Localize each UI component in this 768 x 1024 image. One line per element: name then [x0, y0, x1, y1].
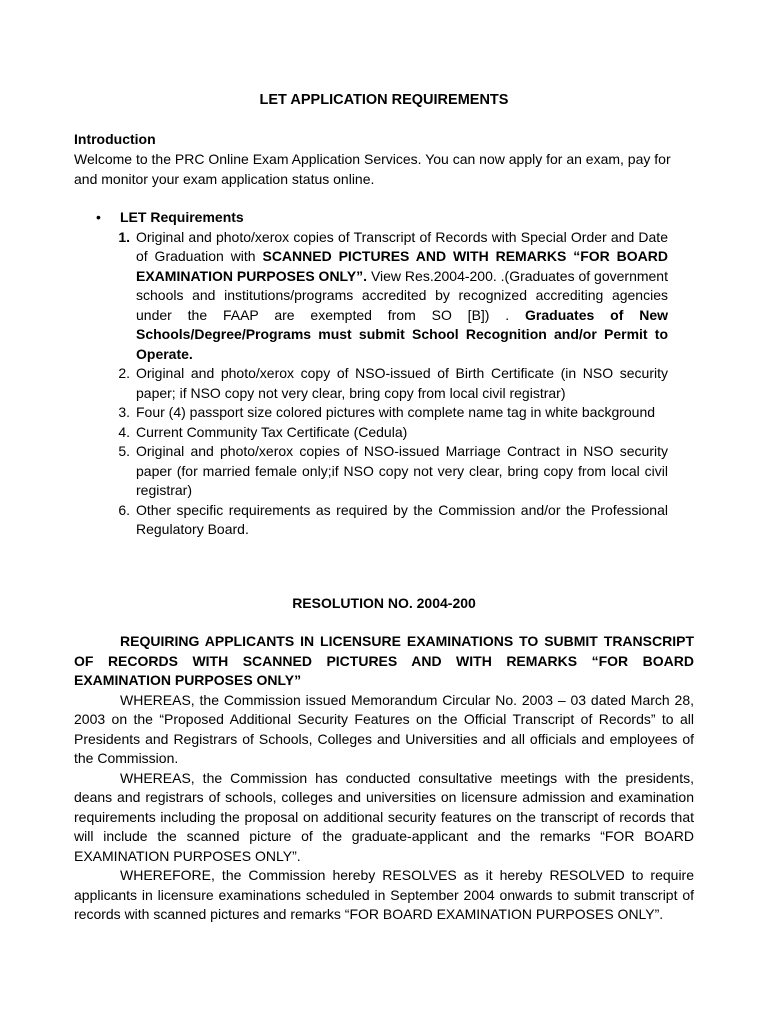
resolution-paragraph: WHEREAS, the Commission issued Memorandum Circular No. 2003 – 03 dated March 28, 2003 on the “Proposed Additional Security Features on the Official Transcript of Records” to all Presidents and Registrars of Schools, Colleges and Universities and all officials and employees of the Commission. [74, 691, 694, 766]
requirements-list [96, 228, 696, 540]
item-text: Current Community Tax Certificate (Cedula) [136, 423, 408, 440]
list-item [96, 442, 696, 501]
resolution-caption: REQUIRING APPLICANTS IN LICENSURE EXAMINATIONS TO SUBMIT TRANSCRIPT OF RECORDS WITH SCANNED PICTURES AND WITH REMARKS “FOR BOARD EXAMINATION PURPOSES ONLY” [74, 633, 694, 688]
document-title: LET APPLICATION REQUIREMENTS [259, 92, 509, 108]
resolution-heading: RESOLUTION NO. 2004-200 [292, 595, 476, 611]
item-text-bold: Graduates of New Schools/Degree/Programs must submit School Recognition and/or Permit to Operate. [136, 306, 668, 362]
bullet-icon: • [96, 209, 101, 225]
introduction-text: Welcome to the PRC Online Exam Application Services. You can now apply for an exam, pay for and monitor your exam application status online. [74, 151, 671, 187]
item-number: 6. [118, 501, 130, 518]
resolution-paragraph: WHEREAS, the Commission has conducted consultative meetings with the presidents, deans and registrars of schools, colleges and universities on licensure admission and examination requirements including the proposal on additional security features on the transcript of records that will include the scanned picture of the graduate-applicant and the remarks “FOR BOARD EXAMINATION PURPOSES ONLY”. [74, 769, 694, 864]
resolution-body [74, 632, 694, 925]
item-text: Original and photo/xerox copy of NSO-issued of Birth Certificate (in NSO security paper; if NSO copy not very clear, bring copy from local civil registrar) [136, 365, 668, 401]
list-item [96, 423, 696, 443]
list-item [96, 364, 696, 403]
item-number: 2. [118, 365, 130, 381]
resolution-paragraph: WHEREFORE, the Commission hereby RESOLVES as it hereby RESOLVED to require applicants in licensure examinations scheduled in September 2004 onwards to submit transcript of records with scanned pictures and remarks “FOR BOARD EXAMINATION PURPOSES ONLY”. [74, 867, 694, 922]
item-text-part: View Res.2004-200. .(Graduates of government schools and institutions/programs accredited by recognized accrediting agencies under the FAAP are exempted from SO [B]) . [136, 267, 668, 323]
item-text-part: Original and photo/xerox copies of Transcript of Records with Special Order and Date of Graduation with [136, 228, 668, 264]
list-item [96, 403, 696, 423]
item-text: Original and photo/xerox copies of NSO-issued Marriage Contract in NSO security paper (for married female only;if NSO copy not very clear, bring copy from local civil registrar) [136, 443, 668, 498]
list-item [96, 228, 696, 365]
item-number: 4. [118, 423, 130, 440]
item-number: 5. [118, 443, 130, 459]
item-text [136, 228, 668, 365]
item-number: 3. [118, 404, 130, 420]
item-text: Four (4) passport size colored pictures with complete name tag in white background [136, 404, 656, 420]
requirements-section [96, 208, 696, 540]
item-text-bold: SCANNED PICTURES AND WITH REMARKS “FOR BOARD EXAMINATION PURPOSES ONLY”. [136, 248, 669, 284]
list-item [96, 501, 696, 540]
requirements-label: LET Requirements [120, 209, 244, 225]
requirements-bullet-row [96, 208, 696, 228]
item-text: Other specific requirements as required by the Commission and/or the Professional Regulatory Board. [136, 501, 668, 537]
introduction-heading: Introduction [74, 131, 156, 147]
item-number: 1. [118, 228, 130, 245]
